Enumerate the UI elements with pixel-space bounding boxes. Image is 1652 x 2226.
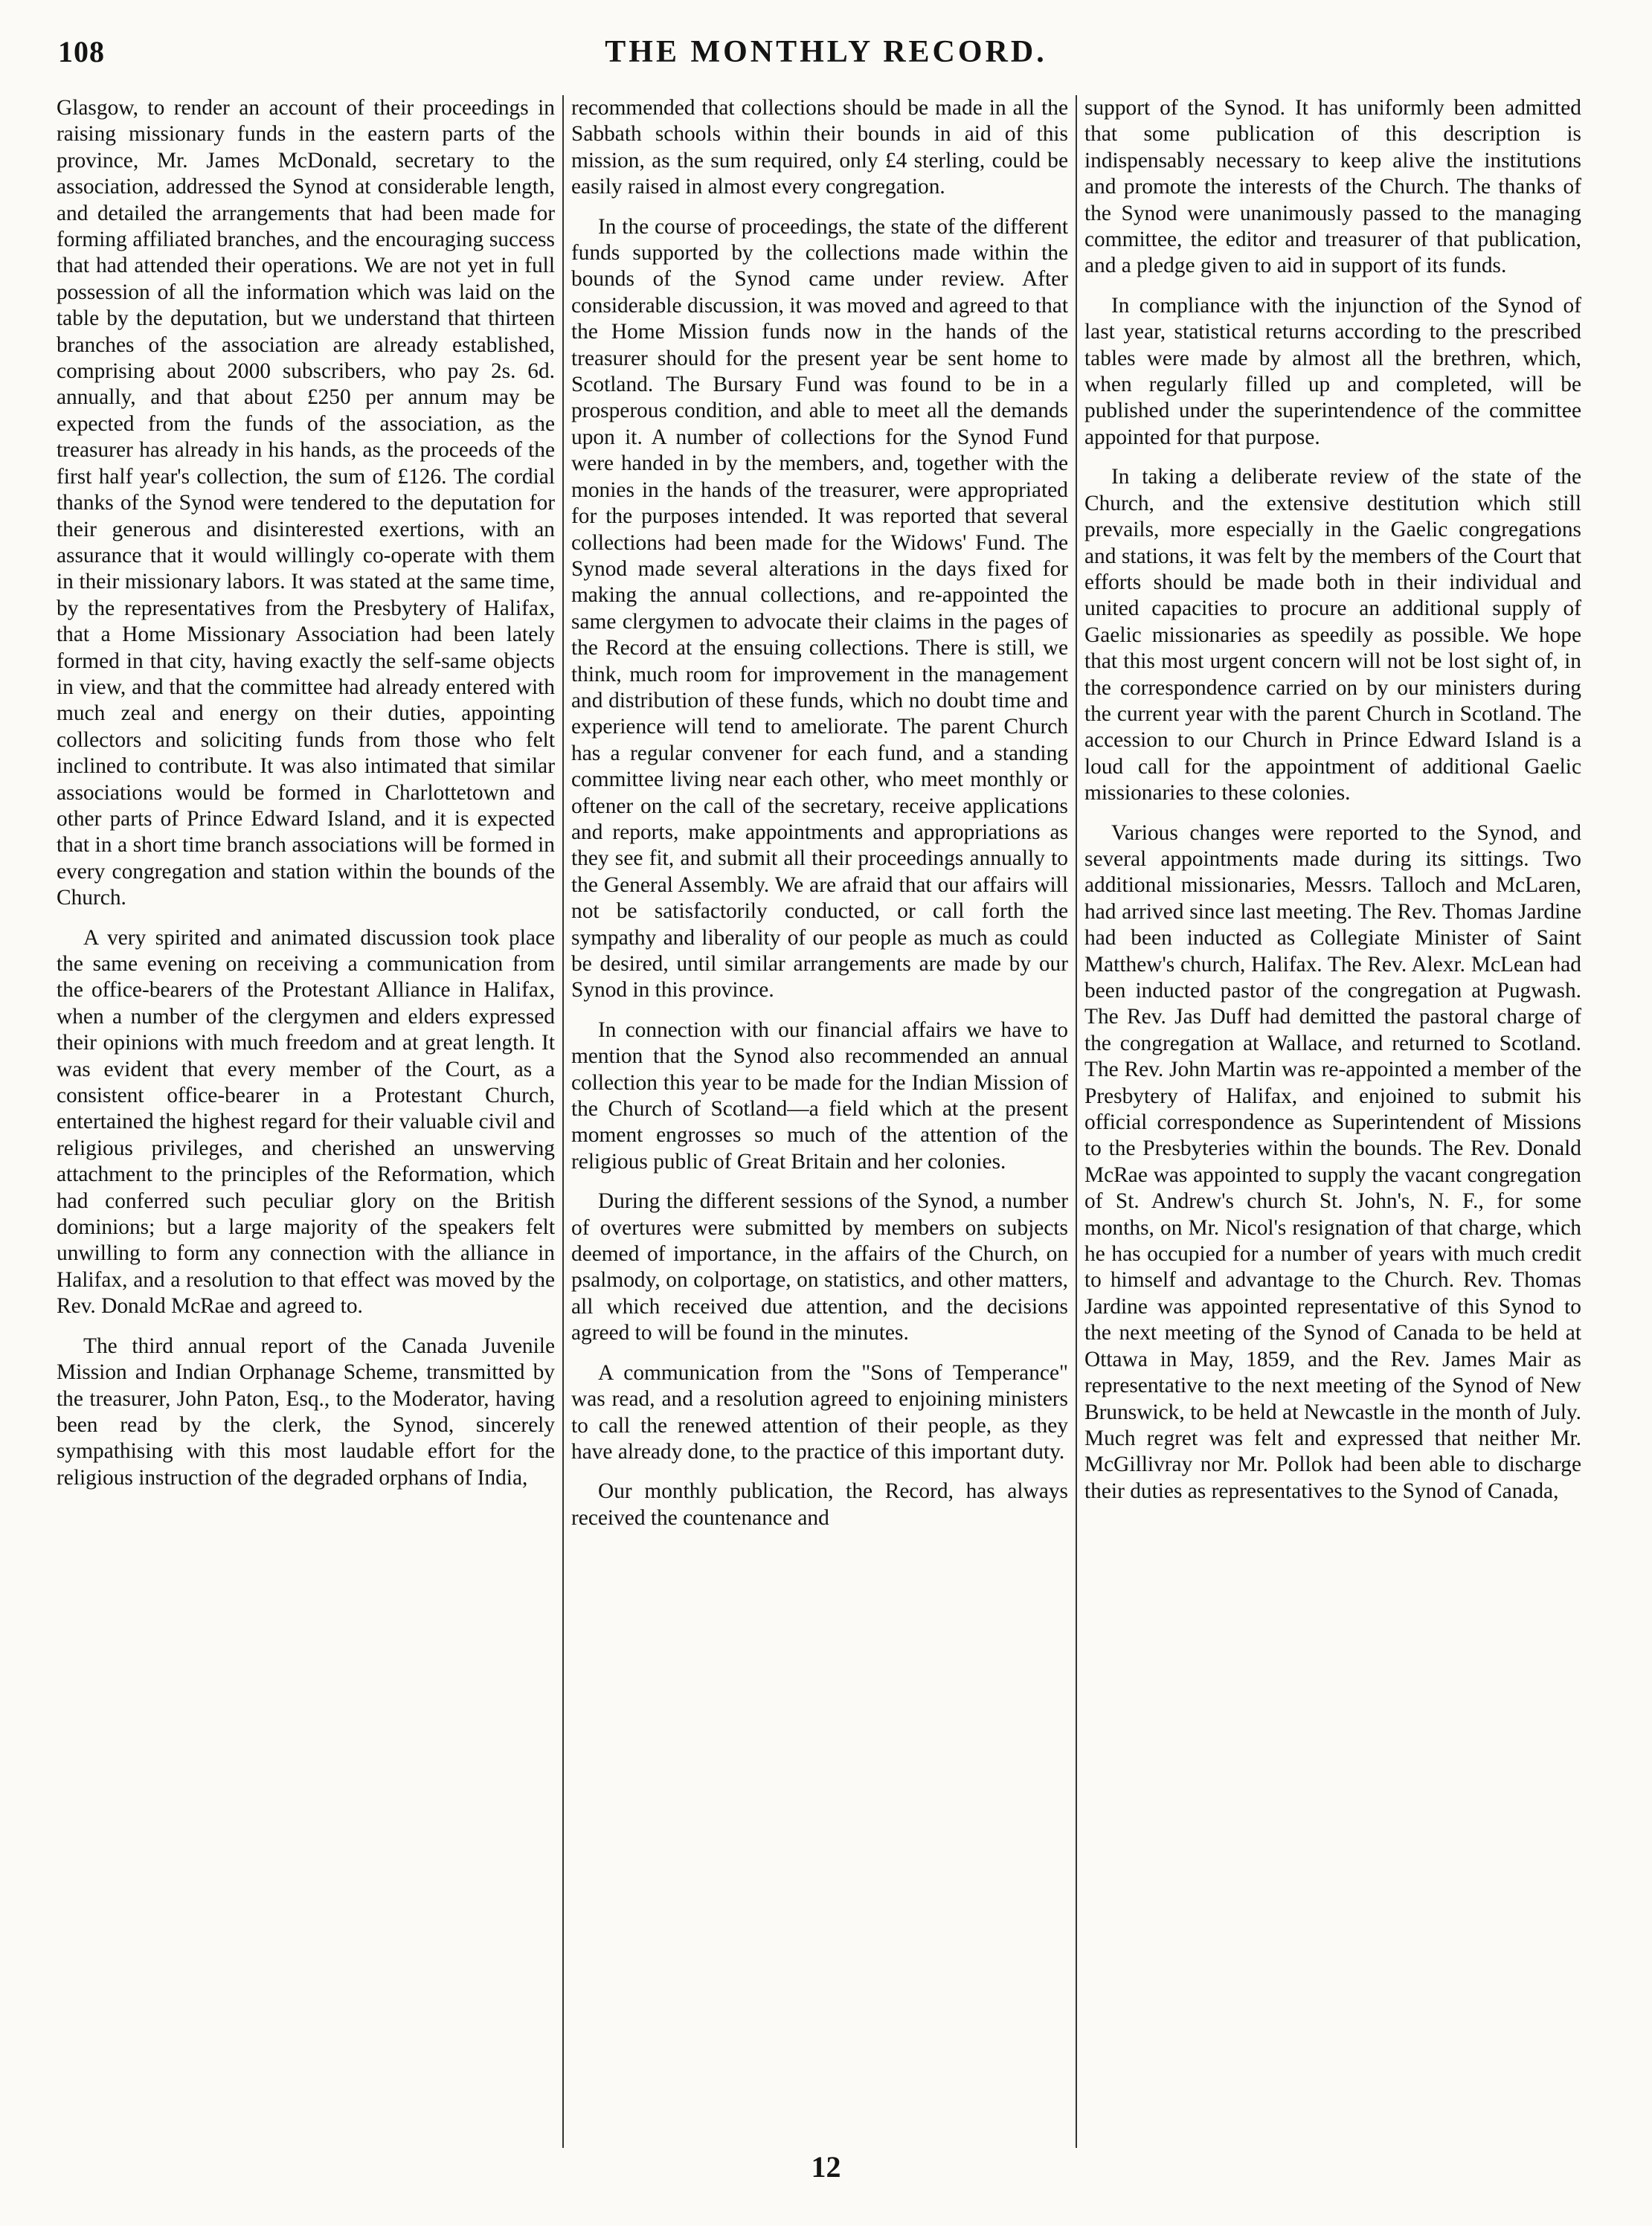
paragraph: In the course of proceedings, the state of the different funds supported by the collections made within the bounds of the Synod came under review. After considerable discussion, it was moved and agreed to that the Home Mission funds now in the hands of the treasurer should for the present year be sent home to Scotland. The Bursary Fund was found to be in a prosperous condition, and able to meet all the demands upon it. A number of collections for the Synod Fund were handed in by the members, and, together with the monies in the hands of the treasurer, were appropriated for the purposes intended. It was reported that several collections had been made for the Widows' Fund. The Synod made several alterations in the days fixed for making the annual collections, and re-appointed the same clergymen to advocate their claims in the pages of the Record at the ensuing collections. There is still, we think, much room for improvement in the management and distribution of these funds, which no doubt time and experience will tend to ameliorate. The parent Church has a regular convener for each fund, and a standing committee living near each other, who meet monthly or oftener on the call of the secretary, receive applications and reports, make appointments and appropriations as they see fit, and submit all their proceedings annually to the General Assembly. We are afraid that our affairs will not be satisfactorily conducted, or call forth the sympathy and liberality of our people as much as could be desired, until similar arrangements are made by our Synod in this province. xyxy=(571,214,1068,1003)
text-columns xyxy=(49,95,1605,2148)
paragraph: In compliance with the injunction of the Synod of last year, statistical returns according to the prescribed tables were made by almost all the brethren, which, when regularly filled up and completed, will be published under the superintendence of the committee appointed for that purpose. xyxy=(1084,293,1581,449)
paragraph: recommended that collections should be made in all the Sabbath schools within their bounds in aid of this mission, as the sum required, only £4 sterling, could be easily raised in almost every congregation. xyxy=(571,96,1068,199)
paragraph: A very spirited and animated discussion took place the same evening on receiving a communication from the office-bearers of the Protestant Alliance in Halifax, when a number of the clergymen and elders expressed their opinions with much freedom and at great length. It was evident that every member of the Court, as a consistent office-bearer in a Protestant Church, entertained the highest regard for their valuable civil and religious privileges, and cherished an unswerving attachment to the principles of the Reformation, which had conferred such peculiar glory on the British dominions; but a large majority of the speakers felt unwilling to form any connection with the alliance in Halifax, and a resolution to that effect was moved by the Rev. Donald McRae and agreed to. xyxy=(57,925,555,1319)
paragraph: Our monthly publication, the Record, has always received the countenance and xyxy=(571,1479,1068,1530)
paragraph: The third annual report of the Canada Juvenile Mission and Indian Orphanage Scheme, transmitted by the treasurer, John Paton, Esq., to the Moderator, having been read by the clerk, the Synod, sincerely sympathising with this most laudable effort for the religious instruction of the degraded orphans of India, xyxy=(57,1334,555,1490)
paragraph: In taking a deliberate review of the state of the Church, and the extensive destitution which still prevails, more especially in the Gaelic congregations and stations, it was felt by the members of the Court that efforts should be made both in their individual and united capacities to procure an additional supply of Gaelic missionaries as speedily as possible. We hope that this most urgent concern will not be lost sight of, in the correspondence carried on by our ministers during the current year with the parent Church in Scotland. The accession to our Church in Prince Edward Island is a loud call for the appointment of additional Gaelic missionaries to these colonies. xyxy=(1084,465,1581,805)
paragraph: A communication from the "Sons of Temperance" was read, and a resolution agreed to enjoining ministers to call the renewed attention of their people, as they have already done, to the practice of this important duty. xyxy=(571,1360,1068,1464)
paragraph: In connection with our financial affairs we have to mention that the Synod also recommended an annual collection this year to be made for the Indian Mission of the Church of Scotland—a field which at the present moment engrosses so much of the attention of the religious public of Great Britain and her colonies. xyxy=(571,1017,1068,1174)
publication-title: THE MONTHLY RECORD. xyxy=(605,35,1047,69)
column-1 xyxy=(49,95,562,2148)
page-header xyxy=(52,30,1600,74)
column-3 xyxy=(1076,95,1589,2148)
column-2 xyxy=(562,95,1076,2148)
page-number: 108 xyxy=(58,35,105,68)
paragraph: Glasgow, to render an account of their proceedings in raising missionary funds in the eastern parts of the province, Mr. James McDonald, secretary to the association, addressed the Synod at considerable length, and detailed the arrangements that had been made for forming affiliated branches, and the encouraging success that had attended their operations. We are not yet in full possession of all the information which was laid on the table by the deputation, but we understand that thirteen branches of the association are already established, comprising about 2000 subscribers, who pay 2s. 6d. annually, and that about £250 per annum may be expected from the funds of the association, as the treasurer has already in his hands, as the proceeds of the first half year's collection, the sum of £126. The cordial thanks of the Synod were tendered to the deputation for their generous and disinterested exertions, with an assurance that it would willingly co-operate with them in their missionary labors. It was stated at the same time, by the representatives from the Presbytery of Halifax, that a Home Missionary Association had been lately formed in that city, having exactly the self-same objects in view, and that the committee had already entered with much zeal and energy on their duties, appointing collectors and soliciting funds from those who felt inclined to contribute. It was also intimated that similar associations would be formed in Charlottetown and other parts of Prince Edward Island, and it is expected that in a short time branch associations will be formed in every congregation and station within the bounds of the Church. xyxy=(57,96,555,910)
paragraph: During the different sessions of the Synod, a number of overtures were submitted by members on subjects deemed of importance, in the affairs of the Church, on psalmody, on colportage, on statistics, and other matters, all which received due attention, and the decisions agreed to will be found in the minutes. xyxy=(571,1189,1068,1345)
paragraph: support of the Synod. It has uniformly been admitted that some publication of this description is indispensably necessary to keep alive the institutions and promote the interests of the Church. The thanks of the Synod were unanimously passed to the managing committee, the editor and treasurer of that publication, and a pledge given to aid in support of its funds. xyxy=(1084,96,1581,278)
paragraph: Various changes were reported to the Synod, and several appointments made during its sittings. Two additional missionaries, Messrs. Talloch and McLaren, had arrived since last meeting. The Rev. Thomas Jardine had been inducted as Collegiate Minister of Saint Matthew's church, Halifax. The Rev. Alexr. McLean had been inducted pastor of the congregation at Pugwash. The Rev. Jas Duff had demitted the pastoral charge of the congregation at Wallace, and returned to Scotland. The Rev. John Martin was re-appointed a member of the Presbytery of Halifax, and enjoined to submit his official correspondence as Superintendent of Missions to the Presbyteries within the bounds. The Rev. Donald McRae was appointed to supply the vacant congregation of St. Andrew's church St. John's, N. F., for some months, on Mr. Nicol's resignation of that charge, which he has occupied for a number of years with much credit to himself and advantage to the Church. Rev. Thomas Jardine was appointed representative of this Synod to the next meeting of the Synod of Canada to be held at Ottawa in May, 1859, and the Rev. James Mair as representative to the next meeting of the Synod of New Brunswick, to be held at Newcastle in the month of July. Much regret was felt and expressed that neither Mr. McGillivray nor Mr. Pollok had been able to discharge their duties as representatives to the Synod of Canada, xyxy=(1084,820,1581,1503)
signature-mark: 12 xyxy=(811,2150,841,2184)
